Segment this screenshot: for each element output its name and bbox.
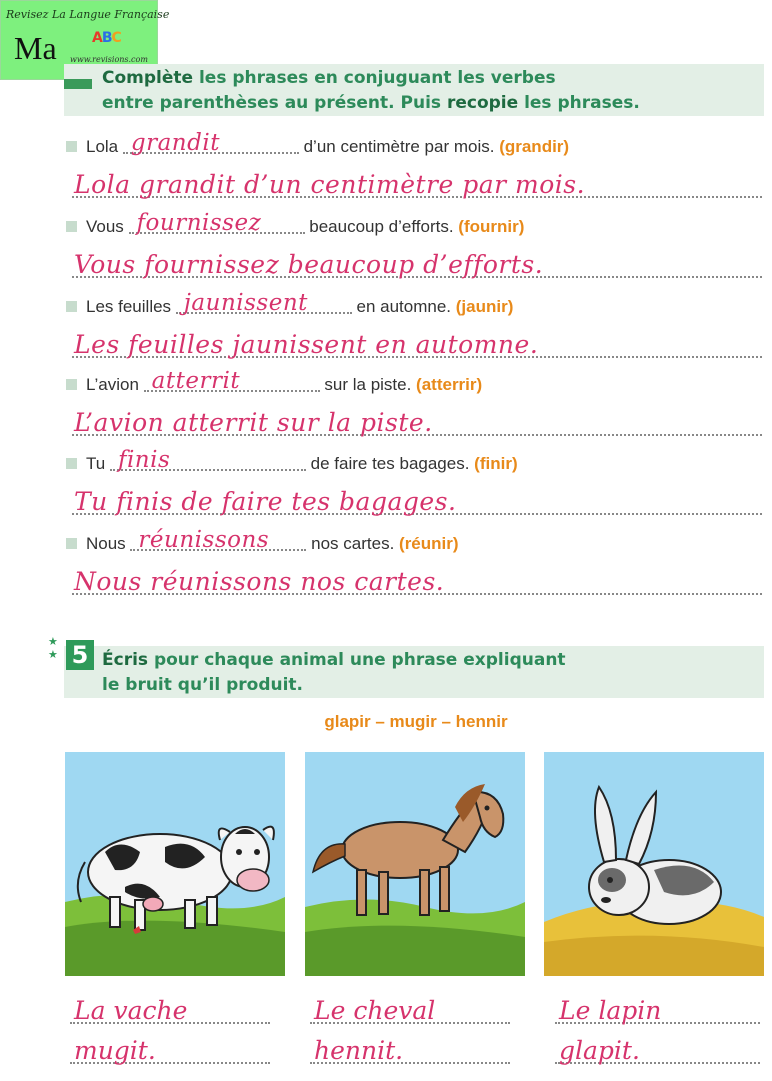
question-text-before: Lola	[86, 137, 123, 156]
infinitive-verb: (fournir)	[458, 217, 525, 236]
question-text-before: Vous	[86, 217, 129, 236]
bullet-square	[66, 458, 77, 469]
logo-abc: ABC	[92, 30, 121, 46]
bullet-square	[66, 379, 77, 390]
handwritten-copy: Lola grandit d’un centimètre par mois.	[74, 170, 586, 199]
exercise4-copy-line-4[interactable]	[72, 400, 762, 436]
exercise4-copy-line-2[interactable]	[72, 242, 762, 278]
question-text-after: de faire tes bagages.	[305, 454, 475, 473]
rabbit-picture	[544, 752, 764, 976]
handwritten-answer: fournissez	[136, 210, 262, 236]
bullet-square	[66, 538, 77, 549]
question-text-before: Nous	[86, 534, 131, 553]
question-text-before: Les feuilles	[86, 297, 176, 316]
logo-tagline: Revisez La Langue Française	[6, 8, 170, 21]
exercise4-instruction: Complète les phrases en conjuguant les verbes entre parenthèses au présent. Puis recopie les phrases.	[102, 68, 640, 113]
answer-blank[interactable]	[129, 210, 305, 236]
infinitive-verb: (atterrir)	[416, 375, 483, 394]
answer-blank[interactable]	[110, 447, 306, 473]
logo-site: www.revisions.com	[70, 55, 148, 64]
handwritten-answer: jaunissent	[183, 290, 308, 316]
exercise4-copy-line-6[interactable]	[72, 559, 762, 595]
logo-brand: Ma	[14, 30, 57, 66]
difficulty-stars: ★ ★	[48, 636, 58, 661]
handwritten-copy: Nous réunissons nos cartes.	[74, 567, 445, 596]
horse-answer-line1[interactable]: Le cheval	[310, 992, 510, 1024]
exercise4-question-5	[66, 447, 518, 475]
horse-answer-line2[interactable]: hennit.	[310, 1032, 510, 1064]
bullet-square	[66, 301, 77, 312]
exercise5-number: 5	[66, 640, 94, 670]
horse-picture	[305, 752, 525, 976]
bullet-square	[66, 141, 77, 152]
bullet-square	[66, 221, 77, 232]
cow-answer-line1[interactable]: La vache	[70, 992, 270, 1024]
exercise4-question-1	[66, 130, 570, 158]
answer-blank[interactable]	[123, 130, 299, 156]
exercise4-question-2	[66, 210, 525, 238]
question-text-after: d’un centimètre par mois.	[298, 137, 500, 156]
question-text-before: Tu	[86, 454, 110, 473]
exercise4-copy-line-1[interactable]	[72, 162, 762, 198]
word-bank: glapir – mugir – hennir	[324, 712, 508, 731]
exercise4-question-6	[66, 527, 459, 555]
question-text-before: L’avion	[86, 375, 144, 394]
rabbit-answer-line2[interactable]: glapit.	[555, 1032, 760, 1064]
question-text-after: nos cartes.	[306, 534, 400, 553]
exercise4-copy-line-3[interactable]	[72, 322, 762, 358]
exercise5-instruction: Écris pour chaque animal une phrase expliquant le bruit qu’il produit.	[102, 650, 566, 695]
exercise4-number-box	[64, 79, 92, 89]
handwritten-copy: Tu finis de faire tes bagages.	[74, 487, 457, 516]
handwritten-copy: Vous fournissez beaucoup d’efforts.	[74, 250, 544, 279]
answer-blank[interactable]	[176, 290, 352, 316]
answer-blank[interactable]	[130, 527, 306, 553]
exercise4-copy-line-5[interactable]	[72, 479, 762, 515]
exercise4-question-3	[66, 290, 514, 318]
exercise4-question-4	[66, 368, 483, 396]
handwritten-answer: finis	[117, 447, 171, 473]
handwritten-copy: Les feuilles jaunissent en automne.	[74, 330, 539, 359]
infinitive-verb: (grandir)	[499, 137, 570, 156]
infinitive-verb: (réunir)	[399, 534, 459, 553]
rabbit-answer-line1[interactable]: Le lapin	[555, 992, 760, 1024]
question-text-after: sur la piste.	[319, 375, 417, 394]
handwritten-copy: L’avion atterrit sur la piste.	[74, 408, 433, 437]
cow-answer-line2[interactable]: mugit.	[70, 1032, 270, 1064]
question-text-after: beaucoup d’efforts.	[304, 217, 459, 236]
cow-picture	[65, 752, 285, 976]
question-text-after: en automne.	[351, 297, 456, 316]
infinitive-verb: (jaunir)	[455, 297, 514, 316]
infinitive-verb: (finir)	[474, 454, 518, 473]
handwritten-answer: réunissons	[138, 527, 270, 553]
answer-blank[interactable]	[144, 368, 320, 394]
handwritten-answer: grandit	[130, 130, 220, 156]
handwritten-answer: atterrit	[151, 368, 241, 394]
